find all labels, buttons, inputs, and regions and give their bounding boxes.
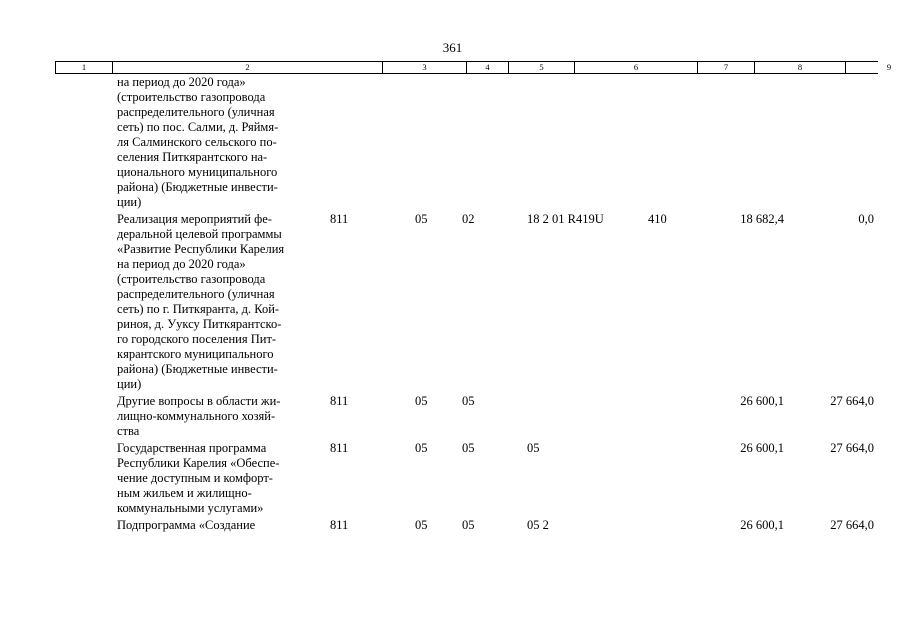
- cell-text-line: коммунальными услугами»: [117, 501, 264, 515]
- cell-text-line: ным жильем и жилищно-: [117, 486, 252, 500]
- column-header-5: 5: [508, 62, 574, 73]
- column-header-7: 7: [697, 62, 754, 73]
- cell-text-line: района) (Бюджетные инвести-: [117, 180, 278, 194]
- cell-col-5: 05: [462, 394, 475, 408]
- cell-text-line: селения Питкярантского на-: [117, 150, 268, 164]
- table-row: [0, 75, 905, 212]
- cell-text-line: кярантского муниципального: [117, 347, 274, 361]
- cell-col-4: 05: [415, 441, 428, 455]
- cell-col-6: 18 2 01 R419U: [527, 212, 604, 226]
- cell-col-3: 811: [330, 518, 349, 532]
- cell-text-line: сеть) по г. Питкяранта, д. Кой-: [117, 302, 280, 316]
- cell-text-line: Республики Карелия «Обеспе-: [117, 456, 280, 470]
- cell-text-line: распределительного (уличная: [117, 287, 275, 301]
- column-header-6: 6: [574, 62, 697, 73]
- cell-col-5: 02: [462, 212, 475, 226]
- cell-col-2: [117, 441, 322, 516]
- cell-text-line: чение доступным и комфорт-: [117, 471, 273, 485]
- column-header-4: 4: [466, 62, 508, 73]
- cell-text-line: ционального муниципального: [117, 165, 278, 179]
- cell-text-line: Другие вопросы в области жи-: [117, 394, 281, 408]
- cell-col-4: 05: [415, 394, 428, 408]
- cell-col-9: 27 664,0: [830, 441, 874, 455]
- cell-text-line: Подпрограмма «Создание: [117, 518, 256, 532]
- cell-text-line: риноя, д. Ууксу Питкярантско-: [117, 317, 282, 331]
- cell-text-line: лищно-коммунального хозяй-: [117, 409, 276, 423]
- cell-col-8: 26 600,1: [740, 441, 784, 455]
- column-header-8: 8: [754, 62, 845, 73]
- cell-col-4: 05: [415, 212, 428, 226]
- table-header: [55, 61, 892, 74]
- cell-col-6: 05: [527, 441, 540, 455]
- cell-text-line: на период до 2020 года»: [117, 75, 246, 89]
- cell-text-line: (строительство газопровода: [117, 272, 266, 286]
- page-number: 361: [442, 40, 463, 55]
- cell-text-line: ля Салминского сельского по-: [117, 135, 277, 149]
- cell-text-line: ства: [117, 424, 140, 438]
- cell-col-8: 18 682,4: [740, 212, 784, 226]
- cell-text-line: ции): [117, 377, 142, 391]
- cell-col-7: 410: [648, 212, 667, 226]
- table-row: [0, 212, 905, 394]
- cell-col-2: [117, 212, 322, 392]
- cell-col-9: 27 664,0: [830, 518, 874, 532]
- cell-col-3: 811: [330, 394, 349, 408]
- column-header-1: 1: [55, 62, 112, 73]
- cell-col-9: 0,0: [858, 212, 874, 226]
- cell-col-2: [117, 75, 322, 210]
- cell-text-line: на период до 2020 года»: [117, 257, 246, 271]
- cell-col-8: 26 600,1: [740, 394, 784, 408]
- cell-text-line: района) (Бюджетные инвести-: [117, 362, 278, 376]
- column-header-9: 9: [845, 62, 905, 73]
- column-header-3: 3: [382, 62, 466, 73]
- cell-text-line: распределительного (уличная: [117, 105, 275, 119]
- cell-col-5: 05: [462, 518, 475, 532]
- cell-text-line: «Развитие Республики Карелия: [117, 242, 285, 256]
- cell-text-line: (строительство газопровода: [117, 90, 266, 104]
- cell-col-3: 811: [330, 212, 349, 226]
- table-row: [0, 394, 905, 441]
- cell-col-8: 26 600,1: [740, 518, 784, 532]
- table-body: [0, 75, 905, 535]
- table-row: [0, 441, 905, 518]
- cell-text-line: Государственная программа: [117, 441, 267, 455]
- cell-col-2: [117, 394, 322, 439]
- cell-text-line: деральной целевой программы: [117, 227, 282, 241]
- table-row: [0, 518, 905, 535]
- column-header-2: 2: [112, 62, 382, 73]
- cell-col-6: 05 2: [527, 518, 549, 532]
- cell-text-line: сеть) по пос. Салми, д. Ряймя-: [117, 120, 279, 134]
- cell-text-line: го городского поселения Пит-: [117, 332, 277, 346]
- cell-col-5: 05: [462, 441, 475, 455]
- cell-text-line: Реализация мероприятий фе-: [117, 212, 272, 226]
- cell-col-9: 27 664,0: [830, 394, 874, 408]
- cell-col-4: 05: [415, 518, 428, 532]
- cell-col-3: 811: [330, 441, 349, 455]
- cell-text-line: ции): [117, 195, 142, 209]
- cell-col-2: [117, 518, 322, 533]
